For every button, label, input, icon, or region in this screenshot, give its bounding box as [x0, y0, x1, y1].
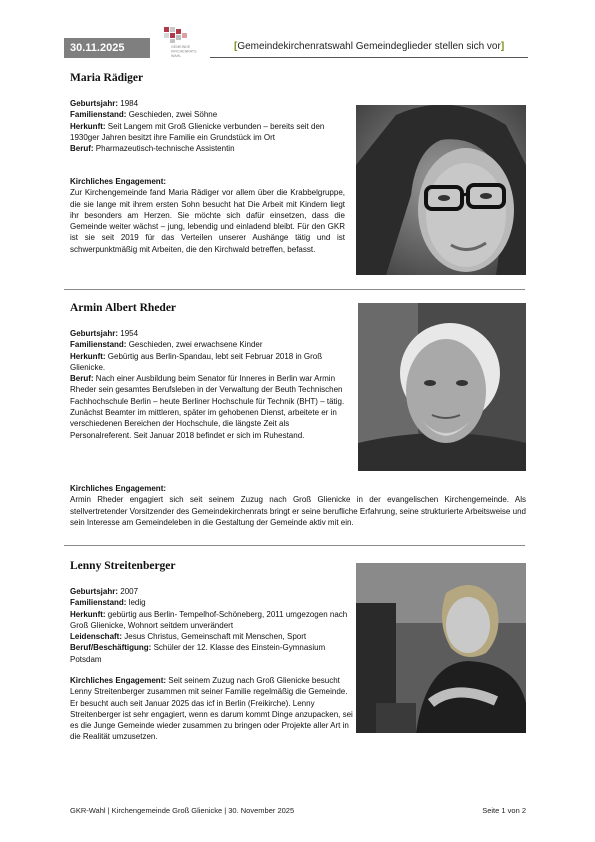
logo-text-3: WAHL: [171, 54, 182, 58]
family-status: Geschieden, zwei Söhne: [128, 110, 218, 120]
footer-left: GKR-Wahl | Kirchengemeinde Groß Glienicke | 30. November 2025: [70, 806, 295, 815]
date-badge: 30.11.2025: [64, 38, 150, 58]
origin: Seit Langem mit Groß Glienicke verbunden – bereits seit den 1930ger Jahren besitzt ihre Familie ein Grundstück im Ort: [70, 121, 325, 142]
origin: gebürtig aus Berlin- Tempelhof-Schöneberg, 2011 umgezogen nach Groß Glienicke, Wohnort seitdem unverändert: [70, 609, 348, 630]
family-status: ledig: [128, 598, 146, 608]
engagement-text: Armin Rheder engagiert sich seit seinem Zuzug nach Groß Glienicke in der evangelischen Kirchengemeinde. Als stellvertretender Vorsitzender des Gemeindekirchenrats bringt er seine berufliche Erfahrung, seine strukturierte Arbeitsweise und sein Interesse am Gemeindeleben in die Gestaltung der Gemeinde aktiv mit ein.: [70, 495, 526, 527]
candidate-1-name: Maria Rädiger: [70, 72, 144, 84]
footer-page-number: Seite 1 von 2: [482, 806, 526, 815]
birth-year: 1954: [120, 329, 139, 338]
job: Pharmazeutisch-technische Assistentin: [95, 144, 235, 154]
candidate-2-name: Armin Albert Rheder: [70, 302, 177, 314]
section-divider-2: [64, 545, 525, 546]
election-logo: [158, 27, 198, 61]
candidate-2-engagement: Kirchliches Engagement: Armin Rheder engagiert sich seit seinem Zuzug nach Groß Glienicke in der evangelischen Kirchengemeinde. Als stellvertretender Vorsitzender des Gemeindekirchenrats bringt er seine berufliche Erfahrung, seine strukturierte Arbeitsweise und sein Interesse am Gemeindeleben in die Gestaltung der Gemeinde aktiv mit ein.: [70, 484, 526, 527]
family-status: Geschieden, zwei erwachsene Kinder: [128, 340, 263, 350]
job: Nach einer Ausbildung beim Senator für Inneres in Berlin war Armin Rheder sein gesamtes Berufsleben in der Verwaltung der Beuth Technischen Fachhochschule Berlin – heute Berliner Hochschule für Technik (BHT) – tätig. Zunächst Beamter im mittleren, später im gehobenen Dienst, arbeitete er in verschiedenen Bereichen der Hochschule, die längste Zeit als Personalreferent. Seit Januar 2018 befindet er sich im Ruhestand.: [70, 374, 345, 440]
header-rule: [210, 57, 528, 58]
candidate-2-facts: Geburtsjahr: 1954 Familienstand: Geschieden, zwei erwachsene Kinder Herkunft: Gebürtig aus Berlin-Spandau, lebt seit Februar 2018 in Groß Glienicke. Beruf: Nach einer Ausbildung beim Senator für Inneres in Berlin war Armin Rheder sein gesamtes Berufsleben in der Verwaltung der Beuth Technischen Fachhochschule Berlin – heute Berliner Hochschule für Technik (BHT) – tätig. Zunächst Beamter im mittleren, später im gehobenen Dienst, arbeitete er in verschiedenen Bereichen der Hochschule, die längste Zeit als Personalreferent. Seit Januar 2018 befindet er sich im Ruhestand.: [70, 329, 345, 440]
candidate-3-facts: Geburtsjahr: 2007 Familienstand: ledig Herkunft: gebürtig aus Berlin- Tempelhof-Schöneberg, 2011 umgezogen nach Groß Glienicke, Wohnort seitdem unverändert Leidenschaft: Jesus Christus, Gemeinschaft mit Menschen, Sport Beruf/Beschäftigung: Schüler der 12. Klasse des Einstein-Gymnasium Potsdam: [70, 587, 348, 664]
logo-text-2: KIRCHENRATS: [171, 49, 197, 54]
job: Schüler der 12. Klasse des Einstein-Gymnasium Potsdam: [70, 643, 326, 664]
candidate-3-name: Lenny Streitenberger: [70, 560, 176, 572]
logo-mosaic-icon: [164, 27, 187, 43]
birth-year: 2007: [120, 587, 139, 596]
candidate-1-engagement: Kirchliches Engagement: Zur Kirchengemeinde fand Maria Rädiger vor allem über die Krabbelgruppe, die sie lange mit ihrem ersten Sohn besucht hat Die Arbeit mit Kindern liegt ihr besonders am Herzen. Sie möchte sich dafür einsetzen, dass die Gemeinde weiter wächst – jung, lebendig und einladend bleibt. Für den GKR ist sie seit 2019 für das Verteilen unserer Aushänge tätig und ist schwerpunktmäßig mit Arbeiten, die den Kirchwald betreffen, befasst.: [70, 177, 345, 254]
passion: Jesus Christus, Gemeinschaft mit Menschen, Sport: [124, 632, 307, 642]
origin: Gebürtig aus Berlin-Spandau, lebt seit Februar 2018 in Groß Glienicke.: [70, 351, 323, 372]
engagement-text: Seit seinem Zuzug nach Groß Glienicke besucht Lenny Streitenberger zusammen mit seiner Familie regelmäßig die Gemeinde. Er besucht auch seit Januar 2025 das icf in Berlin (Freikirche). Lenny Streitenberger ist sehr engagiert, wenn es darum kommt Dinge anzupacken, sei es die Junge Gemeinde wieder zusammen zu bringen oder Projekte aller Art in die Realität umzusetzen.: [70, 676, 353, 742]
engagement-text: Zur Kirchengemeinde fand Maria Rädiger vor allem über die Krabbelgruppe, die sie lange mit ihrem ersten Sohn besucht hat Die Arbeit mit Kindern liegt ihr besonders am Herzen. Sie möchte sich dafür einsetzen, dass die Gemeinde weiter wächst – jung, lebendig und einladend bleibt. Für den GKR ist sie seit 2019 für das Verteilen unserer Aushänge tätig und ist schwerpunktmäßig mit Arbeiten, die den Kirchwald betreffen, befasst.: [70, 188, 345, 254]
candidate-1-photo: [356, 105, 526, 275]
candidate-2-photo: [358, 303, 526, 471]
logo-text-1: GEMEINDE: [171, 45, 191, 49]
birth-year: 1984: [120, 99, 139, 108]
candidate-3-engagement: Kirchliches Engagement: Seit seinem Zuzug nach Groß Glienicke besucht Lenny Streitenberger zusammen mit seiner Familie regelmäßig die Gemeinde. Er besucht auch seit Januar 2025 das icf in Berlin (Freikirche). Lenny Streitenberger ist sehr engagiert, wenn es darum kommt Dinge anzupacken, sei es die Junge Gemeinde wieder zusammen zu bringen oder Projekte aller Art in die Realität umzusetzen.: [70, 676, 353, 742]
candidate-1-facts: Geburtsjahr: 1984 Familienstand: Geschieden, zwei Söhne Herkunft: Seit Langem mit Groß Glienicke verbunden – bereits seit den 1930ger Jahren besitzt ihre Familie ein Grundstück im Ort Beruf: Pharmazeutisch-technische Assistentin: [70, 99, 325, 154]
header-title: [Gemeindekirchenratswahl Gemeindeglieder stellen sich vor]: [234, 41, 505, 52]
candidate-3-photo: [356, 563, 526, 733]
section-divider-1: [64, 289, 525, 290]
header-title-text: Gemeindekirchenratswahl Gemeindeglieder stellen sich vor: [237, 41, 501, 52]
